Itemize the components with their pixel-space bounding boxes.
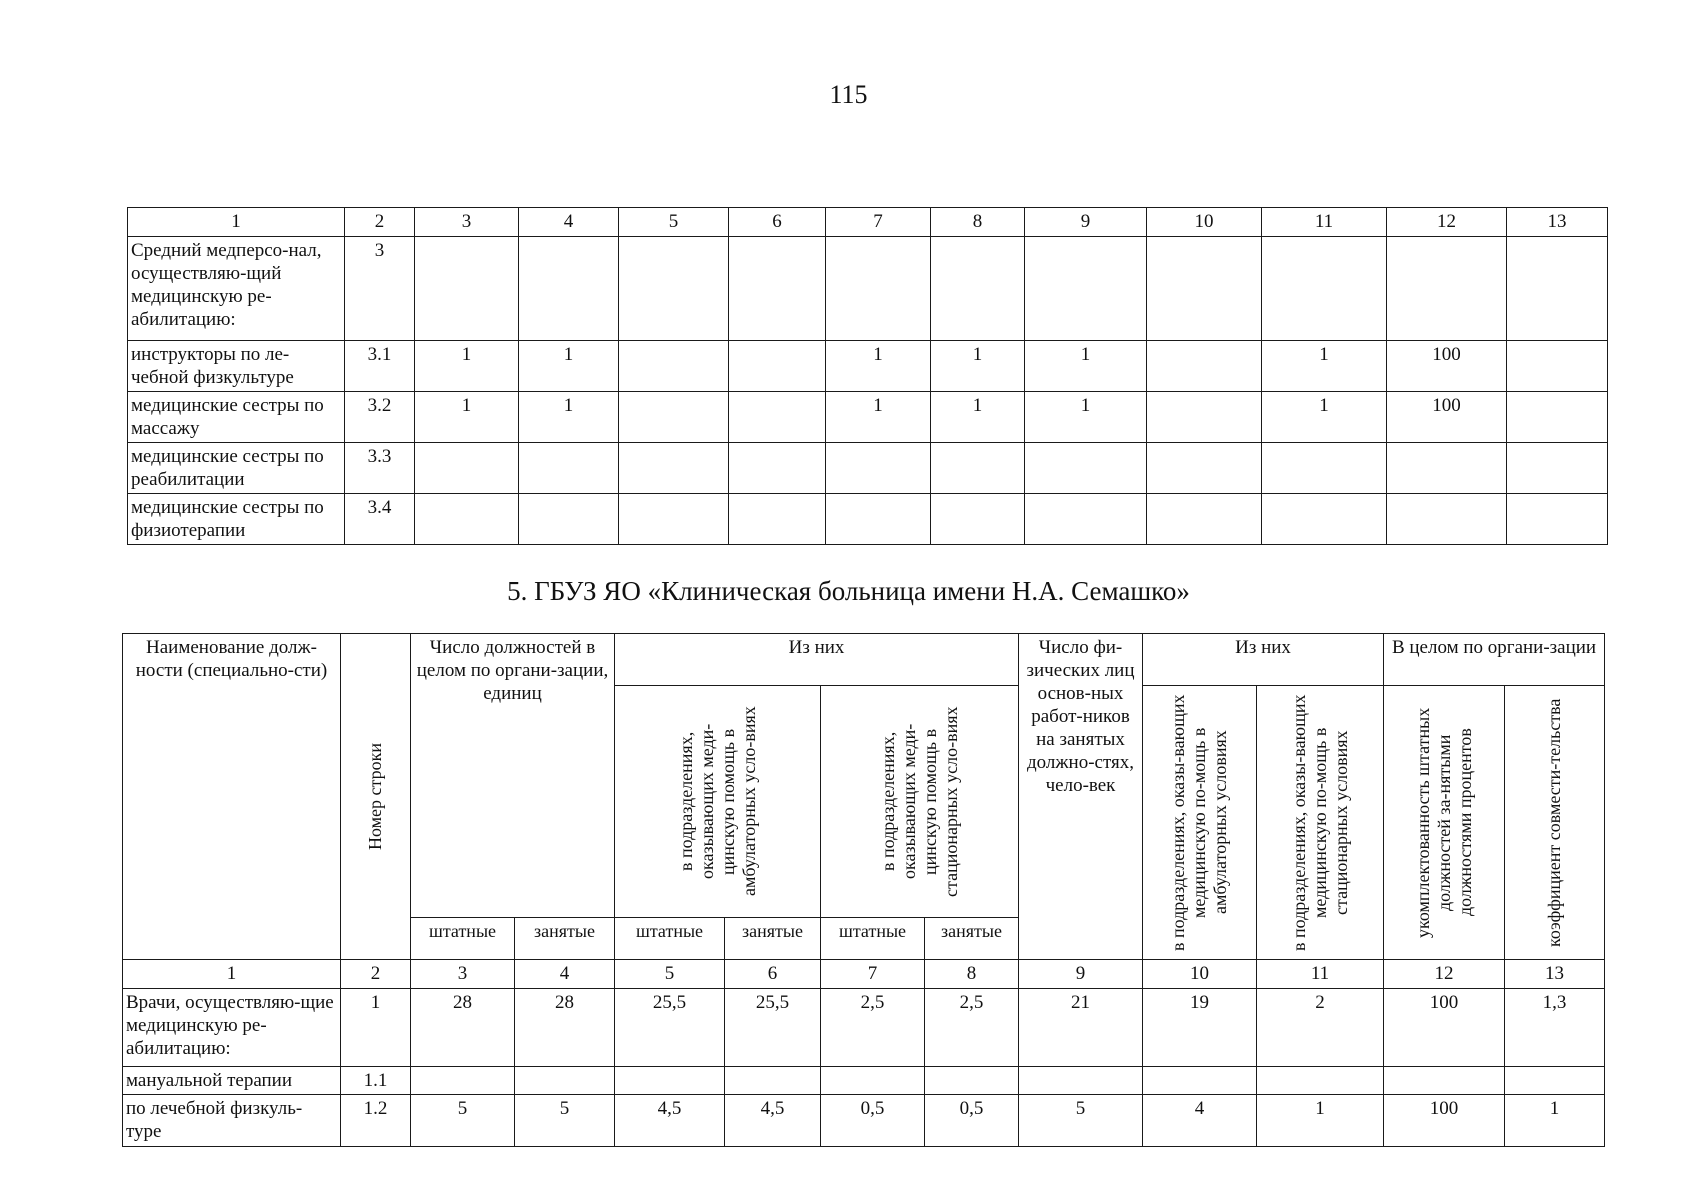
column-number: 12 <box>1387 208 1507 237</box>
table-cell: 5 <box>411 1095 515 1147</box>
table-cell <box>1019 1067 1143 1095</box>
header-staffing-text: укомплектованность штатных должностей за-нятыми должностями процентов <box>1412 707 1475 938</box>
table-cell: 1 <box>519 341 619 392</box>
table-cell <box>1025 237 1147 341</box>
header-inpatient <box>821 686 1019 918</box>
column-number: 10 <box>1147 208 1262 237</box>
staffing-table-continued <box>127 207 1608 545</box>
table-cell <box>1384 1067 1505 1095</box>
row-label: инструкторы по ле-чебной физкультуре <box>128 341 345 392</box>
table-cell <box>1147 341 1262 392</box>
row-label: по лечебной физкуль-туре <box>123 1095 341 1147</box>
table-cell <box>519 494 619 545</box>
column-number: 3 <box>411 960 515 989</box>
table-cell <box>1507 494 1608 545</box>
table-cell: 1 <box>931 341 1025 392</box>
table-cell <box>619 341 729 392</box>
table-cell <box>619 237 729 341</box>
row-number: 1.1 <box>341 1067 411 1095</box>
column-number: 13 <box>1505 960 1605 989</box>
table-cell: 19 <box>1143 989 1257 1067</box>
column-number: 4 <box>519 208 619 237</box>
table-cell <box>415 237 519 341</box>
row-number: 1 <box>341 989 411 1067</box>
row-label: медицинские сестры по реабилитации <box>128 443 345 494</box>
header-occupied-6: занятые <box>725 918 821 960</box>
table-cell: 1 <box>1505 1095 1605 1147</box>
header-outpatient-2 <box>1143 686 1257 960</box>
row-label: медицинские сестры по физиотерапии <box>128 494 345 545</box>
table-cell: 1 <box>1025 341 1147 392</box>
table-cell: 28 <box>411 989 515 1067</box>
row-number: 3 <box>345 237 415 341</box>
table-cell <box>619 392 729 443</box>
table-cell: 1 <box>415 392 519 443</box>
header-of-them-1: Из них <box>615 634 1019 686</box>
table-cell <box>519 443 619 494</box>
column-number: 8 <box>931 208 1025 237</box>
table-cell: 1 <box>826 392 931 443</box>
table-cell <box>1505 1067 1605 1095</box>
column-number-row <box>128 208 1608 237</box>
table-row <box>128 341 1608 392</box>
table-cell: 2 <box>1257 989 1384 1067</box>
table-cell: 1 <box>415 341 519 392</box>
section-title: 5. ГБУЗ ЯО «Клиническая больница имени Н.А. Семашко» <box>507 576 1190 606</box>
table-cell <box>1507 237 1608 341</box>
column-number: 11 <box>1262 208 1387 237</box>
table-cell: 1 <box>931 392 1025 443</box>
table-cell <box>925 1067 1019 1095</box>
row-number: 3.4 <box>345 494 415 545</box>
column-number: 5 <box>615 960 725 989</box>
column-number: 8 <box>925 960 1019 989</box>
column-number: 7 <box>826 208 931 237</box>
column-number: 6 <box>725 960 821 989</box>
column-number: 9 <box>1025 208 1147 237</box>
row-label: Средний медперсо-нал, осуществляю-щий медицинскую ре-абилитацию: <box>128 237 345 341</box>
table-cell <box>1147 494 1262 545</box>
column-number: 7 <box>821 960 925 989</box>
table-cell: 2,5 <box>925 989 1019 1067</box>
column-number: 2 <box>345 208 415 237</box>
header-whole-org: В целом по органи-зации <box>1384 634 1605 686</box>
table-cell: 100 <box>1387 392 1507 443</box>
table-cell <box>729 341 826 392</box>
header-staff-7: штатные <box>821 918 925 960</box>
table-cell: 100 <box>1384 1095 1505 1147</box>
table-cell: 25,5 <box>615 989 725 1067</box>
table-cell <box>1262 443 1387 494</box>
table-cell: 1 <box>1025 392 1147 443</box>
table-cell: 100 <box>1384 989 1505 1067</box>
row-label: Врачи, осуществляю-щие медицинскую ре-абилитацию: <box>123 989 341 1067</box>
table-cell <box>1025 443 1147 494</box>
row-number: 3.3 <box>345 443 415 494</box>
table-cell: 1 <box>1262 341 1387 392</box>
header-physical-persons: Число фи-зических лиц основ-ных работ-ников на занятых должно-стях, чело-век <box>1019 634 1143 960</box>
table-cell <box>1387 494 1507 545</box>
table-row <box>128 392 1608 443</box>
table-cell <box>1147 443 1262 494</box>
table-cell: 2,5 <box>821 989 925 1067</box>
header-inpatient-2-text: в подразделениях, оказы-вающих медицинскую по-мощь в стационарных условиях <box>1288 694 1351 951</box>
column-number: 11 <box>1257 960 1384 989</box>
table-cell <box>1387 443 1507 494</box>
table-cell <box>1262 237 1387 341</box>
column-number: 1 <box>128 208 345 237</box>
header-outpatient <box>615 686 821 918</box>
header-staff-5: штатные <box>615 918 725 960</box>
table-cell: 1 <box>519 392 619 443</box>
header-occupied-4: занятые <box>515 918 615 960</box>
header-row-number-text: Номер строки <box>365 743 385 850</box>
row-label: мануальной терапии <box>123 1067 341 1095</box>
table-cell: 4,5 <box>725 1095 821 1147</box>
table-cell <box>826 494 931 545</box>
header-inpatient-2 <box>1257 686 1384 960</box>
table-cell: 1 <box>1257 1095 1384 1147</box>
row-number: 1.2 <box>341 1095 411 1147</box>
table-cell <box>1507 392 1608 443</box>
header-occupied-8: занятые <box>925 918 1019 960</box>
table-cell <box>725 1067 821 1095</box>
table-cell <box>931 443 1025 494</box>
table-cell: 0,5 <box>821 1095 925 1147</box>
table-cell <box>415 494 519 545</box>
staffing-table-hospital <box>122 633 1605 1147</box>
table-cell: 100 <box>1387 341 1507 392</box>
column-number-row <box>123 960 1605 989</box>
table-cell: 1,3 <box>1505 989 1605 1067</box>
table-cell <box>519 237 619 341</box>
table-cell <box>1387 237 1507 341</box>
header-coefficient <box>1505 686 1605 960</box>
header-coefficient-text: коэффициент совмести-тельства <box>1544 698 1565 947</box>
row-number: 3.1 <box>345 341 415 392</box>
table-cell <box>729 392 826 443</box>
column-number: 6 <box>729 208 826 237</box>
table-cell <box>1025 494 1147 545</box>
column-number: 3 <box>415 208 519 237</box>
table-cell <box>826 443 931 494</box>
table-cell <box>821 1067 925 1095</box>
column-number: 5 <box>619 208 729 237</box>
table-cell <box>1143 1067 1257 1095</box>
table-cell <box>1507 443 1608 494</box>
table-cell <box>411 1067 515 1095</box>
row-label: медицинские сестры по массажу <box>128 392 345 443</box>
table-cell <box>1262 494 1387 545</box>
header-of-them-2: Из них <box>1143 634 1384 686</box>
table-cell <box>415 443 519 494</box>
header-staff-3: штатные <box>411 918 515 960</box>
header-outpatient-2-text: в подразделениях, оказы-вающих медицинскую по-мощь в амбулаторных условиях <box>1168 694 1231 951</box>
table-cell: 5 <box>1019 1095 1143 1147</box>
table-cell: 5 <box>515 1095 615 1147</box>
table-cell <box>1147 392 1262 443</box>
table-row <box>123 1095 1605 1147</box>
table-cell: 4,5 <box>615 1095 725 1147</box>
table-cell <box>729 443 826 494</box>
table-cell: 25,5 <box>725 989 821 1067</box>
table-cell: 1 <box>1262 392 1387 443</box>
table-cell <box>931 237 1025 341</box>
column-number: 2 <box>341 960 411 989</box>
column-number: 1 <box>123 960 341 989</box>
column-number: 13 <box>1507 208 1608 237</box>
table-cell <box>931 494 1025 545</box>
table-cell: 1 <box>826 341 931 392</box>
header-outpatient-text: в подразделениях, оказывающих меди-цинскую помощь в амбулаторных усло-виях <box>675 706 759 897</box>
column-number: 12 <box>1384 960 1505 989</box>
table-cell <box>826 237 931 341</box>
table-cell: 28 <box>515 989 615 1067</box>
header-positions-total: Число должностей в целом по органи-зации, единиц <box>411 634 615 918</box>
table-cell <box>729 237 826 341</box>
header-row-number <box>341 634 411 960</box>
header-inpatient-text: в подразделениях, оказывающих меди-цинскую помощь в стационарных усло-виях <box>877 706 961 897</box>
table-cell <box>619 494 729 545</box>
column-number: 9 <box>1019 960 1143 989</box>
table-cell <box>729 494 826 545</box>
header-staffing <box>1384 686 1505 960</box>
header-position-name: Наименование долж-ности (специально-сти) <box>123 634 341 960</box>
table-cell <box>1257 1067 1384 1095</box>
table-cell: 4 <box>1143 1095 1257 1147</box>
table-row <box>128 494 1608 545</box>
table-row <box>128 237 1608 341</box>
table-cell <box>619 443 729 494</box>
table-row <box>123 1067 1605 1095</box>
table-cell <box>615 1067 725 1095</box>
table-row <box>123 989 1605 1067</box>
table-row <box>128 443 1608 494</box>
table-cell: 21 <box>1019 989 1143 1067</box>
table-cell: 0,5 <box>925 1095 1019 1147</box>
column-number: 10 <box>1143 960 1257 989</box>
table-cell <box>1147 237 1262 341</box>
page-number: 115 <box>829 80 868 109</box>
table-cell <box>515 1067 615 1095</box>
table-cell <box>1507 341 1608 392</box>
row-number: 3.2 <box>345 392 415 443</box>
column-number: 4 <box>515 960 615 989</box>
